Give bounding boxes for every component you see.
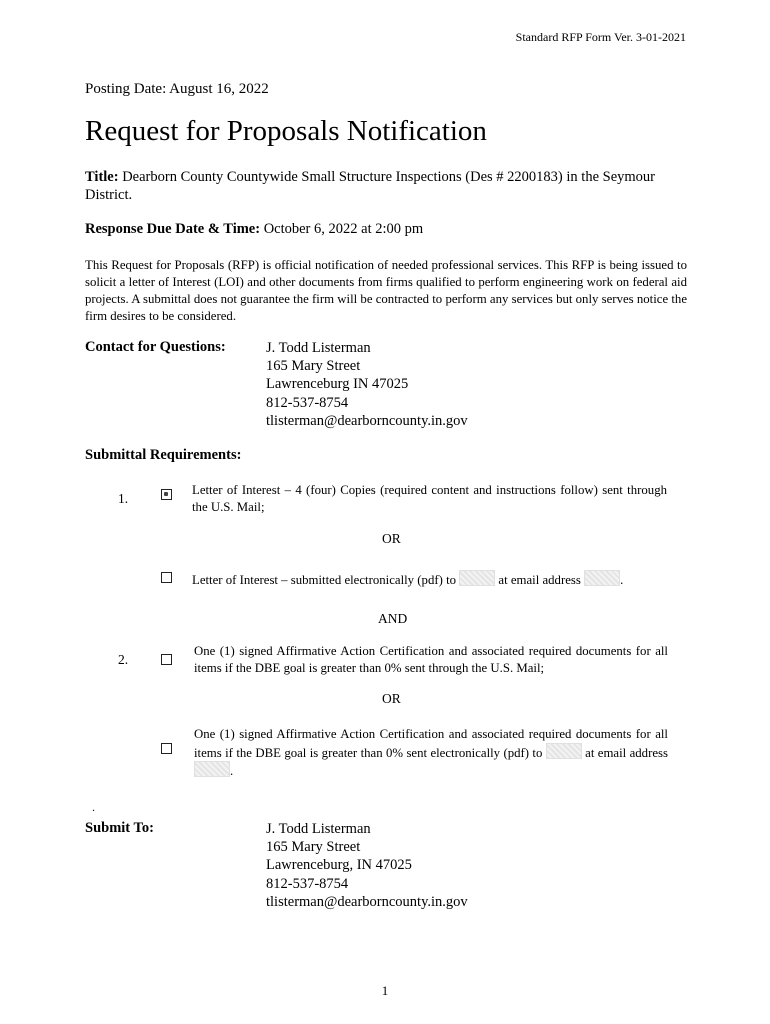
- contact-line: 812-537-8754: [266, 394, 349, 411]
- contact-address: [266, 339, 468, 430]
- title-text: Dearborn County Countywide Small Structure Inspections (Des # 2200183) in the Seymour District.: [85, 169, 655, 203]
- document-title: Request for Proposals Notification: [85, 115, 487, 147]
- posting-date: Posting Date: August 16, 2022: [85, 81, 269, 97]
- submit-to-label: Submit To:: [85, 820, 154, 836]
- item-2-email-suffix: .: [230, 764, 234, 778]
- item-2-email-prefix: One (1) signed Affirmative Action Certification and associated required documents for all items if the DBE goal is greater than 0% sent electronically (pdf) to: [194, 727, 668, 760]
- item-2-email-middle: at email address: [581, 745, 668, 760]
- submit-line: Lawrenceburg, IN 47025: [266, 857, 412, 874]
- item-2-mail-text: One (1) signed Affirmative Action Certification and associated required documents for all items if the DBE goal is greater than 0% sent through the U.S. Mail;: [194, 644, 668, 675]
- page-number: 1: [381, 983, 389, 998]
- item-1-email-checkbox[interactable]: [161, 572, 172, 583]
- submit-line: J. Todd Listerman: [266, 821, 371, 837]
- item-1-email-text: [192, 570, 672, 589]
- item-1-number: 1.: [118, 491, 129, 506]
- item-1-email-suffix: .: [620, 573, 624, 587]
- submittal-heading: Submittal Requirements:: [85, 447, 242, 463]
- item-2-recipient-field[interactable]: [546, 743, 582, 759]
- and-separator: AND: [378, 611, 408, 626]
- submit-line: 165 Mary Street: [266, 839, 361, 856]
- rfp-description: This Request for Proposals (RFP) is official notification of needed professional services. This RFP is being issued to solicit a letter of Interest (LOI) and other documents from firms qualified to perform engineering work on federal aid projects. A submittal does not guarantee the firm will be contracted to perform any services but only serves notice the firm desires to be considered.: [85, 258, 687, 323]
- item-1-email-prefix: Letter of Interest – submitted electronically (pdf) to: [192, 573, 460, 587]
- contact-label: Contact for Questions:: [85, 339, 226, 355]
- item-2-email-checkbox[interactable]: [161, 743, 172, 754]
- due-label: Response Due Date & Time:: [85, 221, 261, 237]
- due-text: October 6, 2022 at 2:00 pm: [260, 221, 424, 237]
- response-due: [85, 221, 423, 238]
- item-2-email-text: [194, 726, 668, 780]
- item-1-email-middle: at email address: [495, 573, 585, 587]
- item-2-number: 2.: [118, 652, 129, 667]
- contact-line: 165 Mary Street: [266, 358, 361, 375]
- submit-line: 812-537-8754: [266, 875, 349, 892]
- item-2-or: OR: [382, 691, 401, 706]
- item-2-email-field[interactable]: [194, 761, 230, 777]
- contact-email[interactable]: tlisterman@dearborncounty.in.gov: [266, 412, 468, 429]
- item-1-recipient-field[interactable]: [459, 570, 495, 586]
- submit-email[interactable]: tlisterman@dearborncounty.in.gov: [266, 893, 468, 910]
- item-1-or: OR: [382, 531, 401, 546]
- rfp-title: [85, 168, 687, 204]
- contact-line: Lawrenceburg IN 47025: [266, 376, 409, 393]
- item-1-email-field[interactable]: [584, 570, 620, 586]
- title-label: Title:: [85, 169, 119, 185]
- item-1-mail-text: Letter of Interest – 4 (four) Copies (required content and instructions follow) sent through the U.S. Mail;: [192, 483, 667, 514]
- item-1-mail-checkbox[interactable]: [161, 489, 172, 500]
- contact-line: J. Todd Listerman: [266, 340, 371, 356]
- form-version: Standard RFP Form Ver. 3-01-2021: [515, 30, 686, 44]
- submit-to-address: [266, 820, 468, 911]
- item-2-mail-checkbox[interactable]: [161, 654, 172, 665]
- stray-dot: .: [92, 800, 95, 814]
